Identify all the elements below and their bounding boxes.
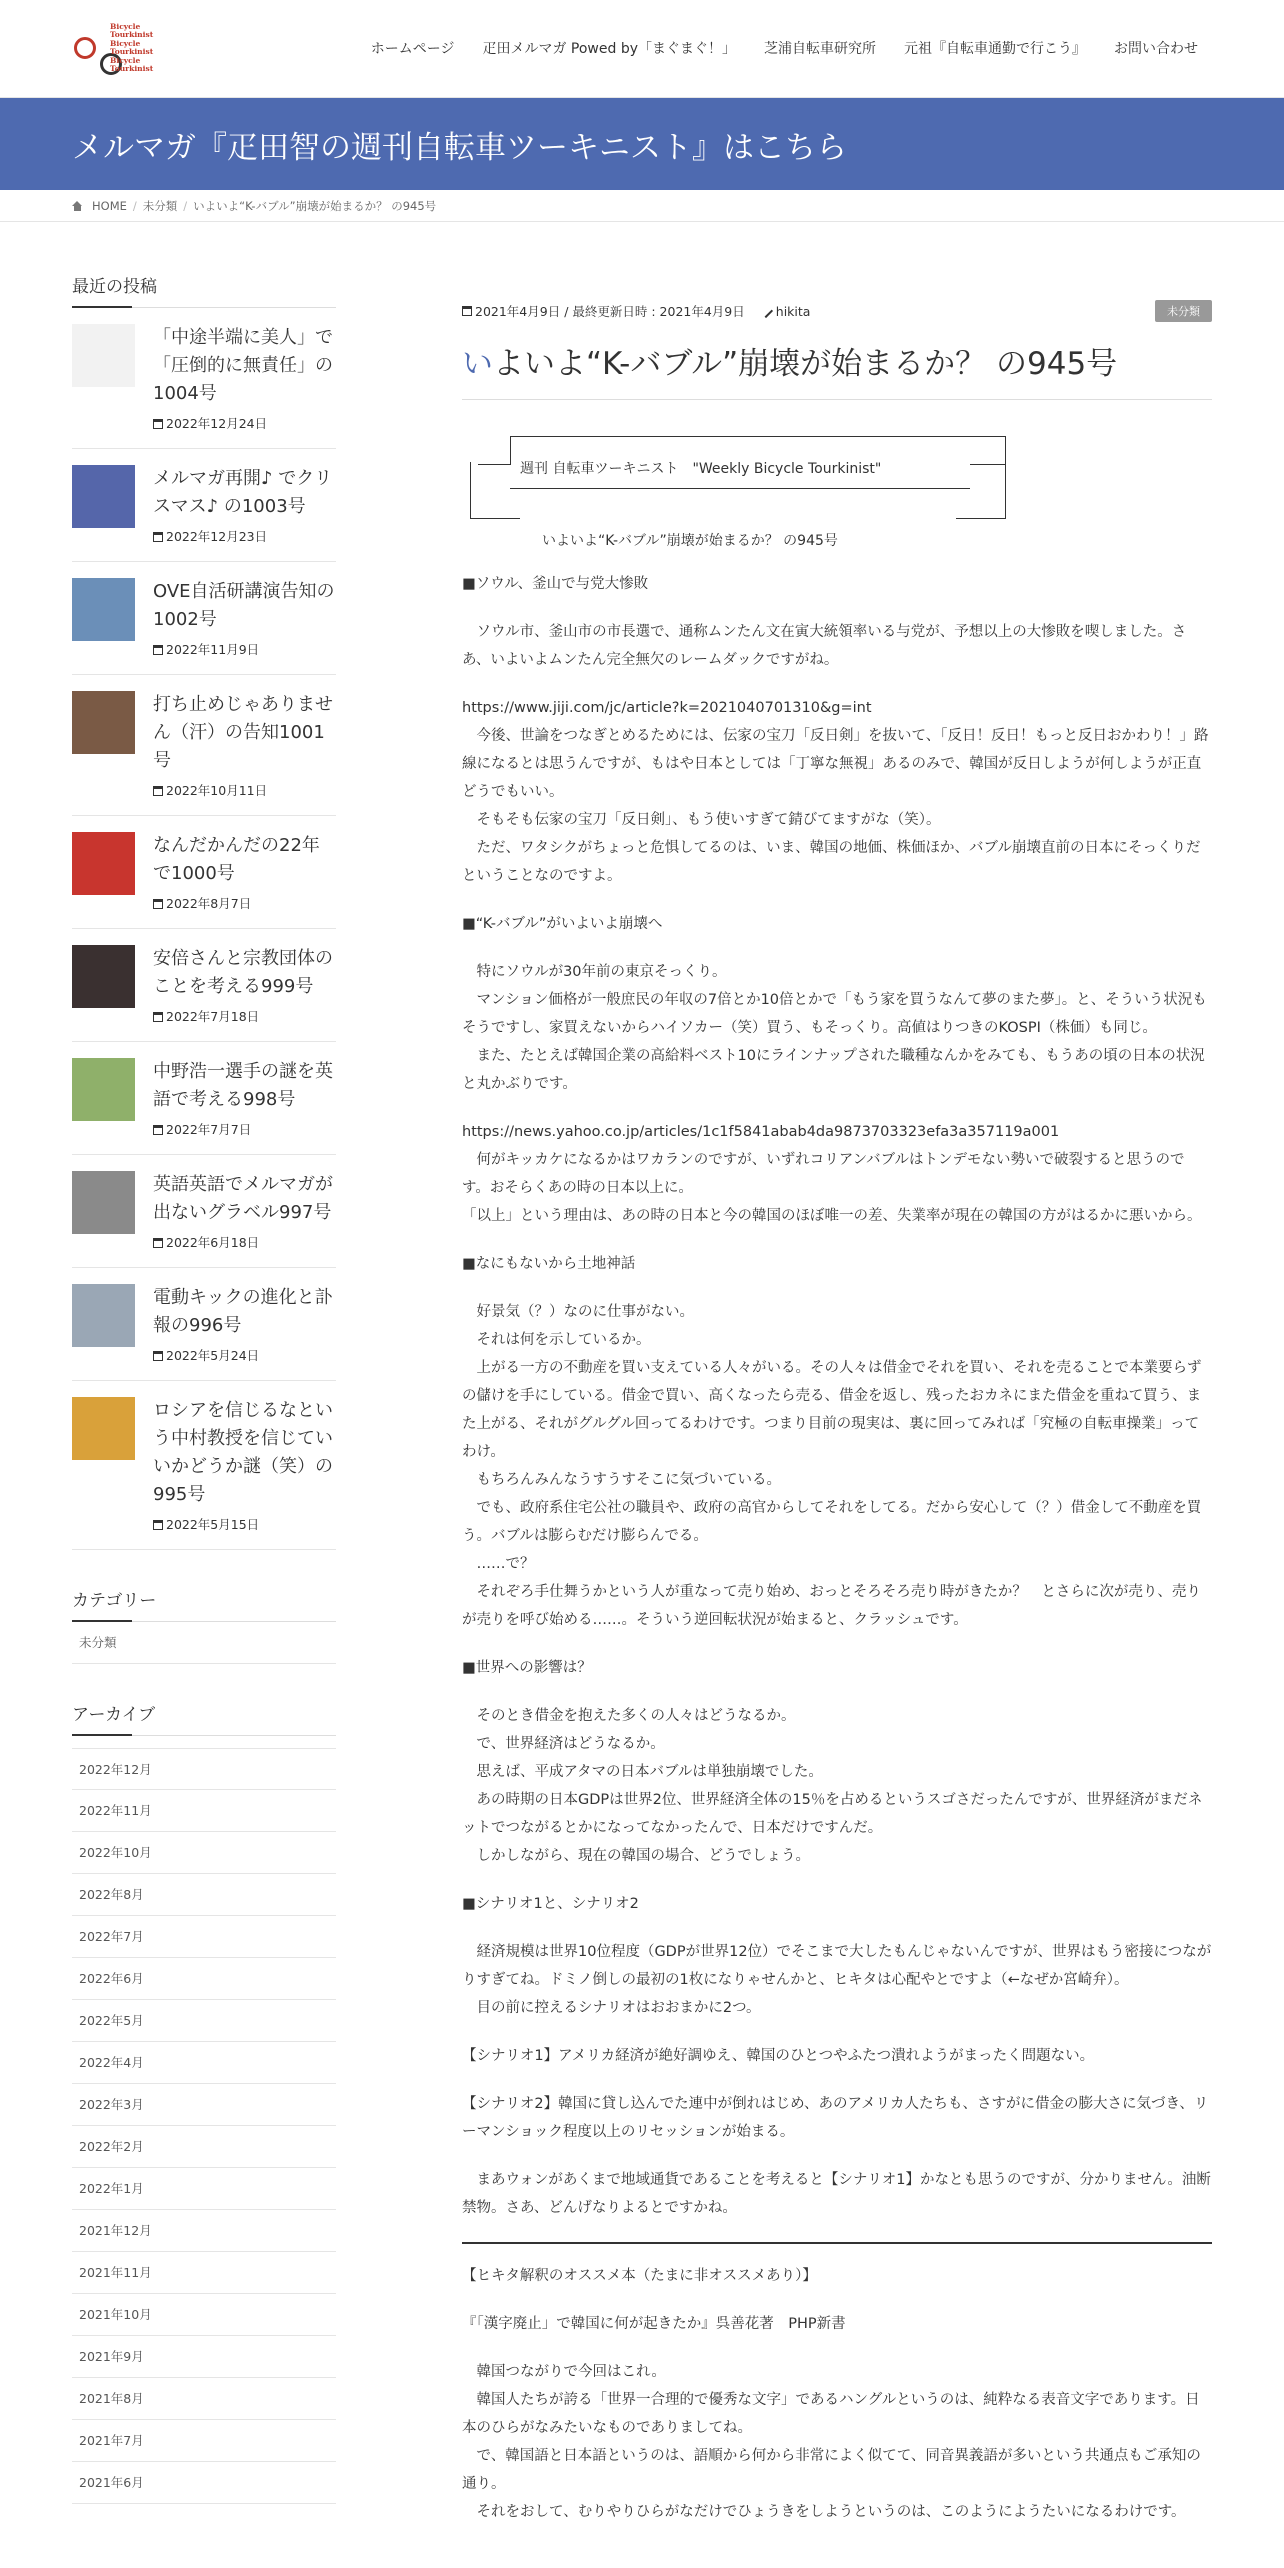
recent-post-date: [153, 1120, 336, 1138]
article-paragraph: 経済規模は世界10位程度（GDPが世界12位）でそこまで大したもんじゃないんですが、世界はもう密接につながりすぎてね。ドミノ倒しの最初の1枚になりゃせんかと、ヒキタは心配やとですよ（←なぜか宮崎弁）。 目の前に控えるシナリオはおおまかに2つ。: [462, 1944, 1212, 2016]
archive-item[interactable]: 2022年2月: [72, 2126, 336, 2168]
article-meta: [462, 302, 1212, 320]
post-thumbnail[interactable]: [72, 1171, 135, 1234]
calendar-icon: [153, 419, 163, 429]
nav-contact[interactable]: お問い合わせ: [1114, 40, 1198, 57]
post-thumbnail[interactable]: [72, 832, 135, 895]
breadcrumb-separator: /: [132, 198, 137, 213]
recent-post-date: [153, 414, 336, 432]
archive-item[interactable]: 2022年4月: [72, 2042, 336, 2084]
recent-post-title[interactable]: メルマガ再開♪ でクリスマス♪ の1003号: [153, 468, 333, 517]
archive-item[interactable]: 2021年6月: [72, 2462, 336, 2504]
section-divider: [462, 2242, 1212, 2244]
breadcrumb-separator: /: [183, 198, 188, 213]
recent-post-item[interactable]: [72, 816, 336, 929]
article-date: 2021年4月9日 / 最終更新日時 : 2021年4月9日: [475, 304, 745, 319]
recent-posts-title: 最近の投稿: [72, 272, 336, 308]
archive-item[interactable]: 2021年9月: [72, 2336, 336, 2378]
post-thumbnail[interactable]: [72, 691, 135, 754]
recent-post-title[interactable]: OVE自活研講演告知の1002号: [153, 581, 335, 630]
recent-post-title[interactable]: 中野浩一選手の謎を英語で考える998号: [153, 1061, 333, 1110]
archive-item[interactable]: 2022年10月: [72, 1832, 336, 1874]
recent-post-date: [153, 1515, 336, 1533]
recent-post-item[interactable]: [72, 449, 336, 562]
recent-post-date: [153, 1346, 336, 1364]
recent-post-date: [153, 1233, 336, 1251]
archive-item[interactable]: 2022年7月: [72, 1916, 336, 1958]
article-paragraph: ■世界への影響は？: [462, 1660, 592, 1676]
calendar-icon: [153, 1012, 163, 1022]
newsletter-subtitle: いよいよ“K-バブル”崩壊が始まるか？ の945号: [542, 533, 838, 549]
site-header: [0, 0, 1284, 98]
recent-post-item[interactable]: [72, 929, 336, 1042]
recent-post-date: [153, 527, 336, 545]
nav-home[interactable]: ホームページ: [370, 40, 455, 57]
page-title-band: [0, 98, 1284, 190]
article-paragraph: 【シナリオ2】韓国に貸し込んでた連中が倒れはじめ、あのアメリカ人たちも、さすがに借金の膨大さに気づき、リーマンショック程度以上のリセッションが始まる。: [462, 2096, 1209, 2140]
recent-post-title[interactable]: 電動キックの進化と訃報の996号: [153, 1287, 333, 1336]
article-title-text: よいよ“K-バブル”崩壊が始まるか？ の945号: [493, 346, 1118, 382]
article-paragraph: https://news.yahoo.co.jp/articles/1c1f5841abab4da9873703323efa3a357119a001 何がキッカケになるかはワカランのですが、いずれコリアンバブルはトンデモない勢いで破裂すると思うのです。おそらくあの時の日本以上に。 「以上」という理由は、あの時の日本と今の韓国のほぼ唯一の差、失業率が現在の韓国の方がはるかに悪いから。: [462, 1124, 1202, 1224]
recent-post-date-text: 2022年6月18日: [166, 1235, 260, 1250]
nav-shibaura-lab[interactable]: 芝浦自転車研究所: [764, 40, 876, 57]
recent-post-date: [153, 640, 336, 658]
calendar-icon: [153, 1351, 163, 1361]
calendar-icon: [153, 645, 163, 655]
home-icon: [72, 201, 83, 210]
category-badge[interactable]: 未分類: [1155, 300, 1212, 322]
recent-post-date-text: 2022年5月15日: [166, 1517, 260, 1532]
breadcrumb-category[interactable]: 未分類: [142, 198, 178, 213]
post-thumbnail[interactable]: [72, 945, 135, 1008]
article-paragraph: ■シナリオ1と、シナリオ2: [462, 1896, 639, 1912]
calendar-icon: [153, 1520, 163, 1530]
global-nav: [357, 0, 1212, 98]
post-thumbnail[interactable]: [72, 1397, 135, 1460]
archive-item[interactable]: 2022年6月: [72, 1958, 336, 2000]
recent-post-title[interactable]: 安倍さんと宗教団体のことを考える999号: [153, 948, 333, 997]
recent-post-item[interactable]: [72, 1042, 336, 1155]
recommend-paragraph: 『「漢字廃止」で韓国に何が起きたか』呉善花著 PHP新書: [462, 2316, 846, 2332]
recent-post-date-text: 2022年5月24日: [166, 1348, 260, 1363]
archive-item[interactable]: 2022年1月: [72, 2168, 336, 2210]
calendar-icon: [153, 532, 163, 542]
recent-post-date: [153, 1007, 336, 1025]
recent-post-title[interactable]: 「中途半端に美人」で「圧倒的に無責任」の1004号: [153, 327, 333, 404]
calendar-icon: [153, 786, 163, 796]
article-paragraph: 【シナリオ1】アメリカ経済が絶好調ゆえ、韓国のひとつやふたつ潰れようがまったく問題ない。: [462, 2048, 1095, 2064]
article-title-initial: い: [462, 346, 493, 382]
article-body: [462, 570, 1212, 2526]
recommend-paragraph: 韓国つながりで今回はこれ。 韓国人たちが誇る「世界一合理的で優秀な文字」であるハングルというのは、純粋なる表音文字であります。日本のひらがなみたいなものでありましてね。 で、韓国語と日本語というのは、語順から何から非常によく似てて、同音異義語が多いという共通点もご承知の通り。 それをおして、むりやりひらがなだけでひょうきをしようというのは、このようにようたいになるわけです。: [462, 2364, 1201, 2520]
recent-post-item[interactable]: [72, 1381, 336, 1550]
post-thumbnail[interactable]: [72, 1284, 135, 1347]
article-paragraph: ■“K-バブル”がいよいよ崩壊へ: [462, 916, 663, 932]
category-title: カテゴリー: [72, 1586, 336, 1622]
archive-item[interactable]: 2021年7月: [72, 2420, 336, 2462]
article-paragraph: ソウル市、釜山市の市長選で、通称ムンたん文在寅大統領率いる与党が、予想以上の大惨敗を喫しました。さあ、いよいよムンたん完全無欠のレームダックですがね。: [462, 624, 1187, 668]
recent-post-date-text: 2022年7月18日: [166, 1009, 260, 1024]
calendar-icon: [153, 899, 163, 909]
recent-post-date-text: 2022年7月7日: [166, 1122, 252, 1137]
sidebar: [72, 272, 336, 2546]
article-author[interactable]: hikita: [775, 303, 811, 319]
category-item[interactable]: 未分類: [72, 1622, 336, 1664]
archive-item[interactable]: 2021年10月: [72, 2294, 336, 2336]
recent-post-date-text: 2022年10月11日: [166, 783, 268, 798]
article-paragraph: そのとき借金を抱えた多くの人々はどうなるか。 で、世界経済はどうなるか。 思えば、平成アタマの日本バブルは単独崩壊でした。 あの時期の日本GDPは世界2位、世界経済全体の15％を占めるというスゴさだったんですが、世界経済がまだネットでつながるとかになってなかったんで、日本だけですんだ。 しかしながら、現在の韓国の場合、どうでしょう。: [462, 1708, 1203, 1864]
post-thumbnail[interactable]: [72, 324, 135, 387]
breadcrumb-current: いよいよ“K-バブル”崩壊が始まるか？ の945号: [193, 198, 437, 213]
breadcrumb: [0, 190, 1284, 222]
calendar-icon: [462, 306, 472, 316]
recent-post-title[interactable]: 打ち止めじゃありません（汗）の告知1001号: [153, 694, 333, 771]
logo-wheel-icon: [74, 37, 96, 59]
nav-mailmag[interactable]: 疋田メルマガ Powed by「まぐまぐ！」: [482, 40, 736, 57]
post-thumbnail[interactable]: [72, 1058, 135, 1121]
recent-post-item[interactable]: [72, 675, 336, 816]
archive-item[interactable]: 2022年12月: [72, 1748, 336, 1790]
newsletter-banner: [470, 436, 1006, 524]
archive-item[interactable]: 2021年12月: [72, 2210, 336, 2252]
archive-item[interactable]: 2022年3月: [72, 2084, 336, 2126]
recent-post-date-text: 2022年12月24日: [166, 416, 268, 431]
recent-post-title[interactable]: 英語英語でメルマガが出ないグラベル997号: [153, 1174, 333, 1223]
page-title[interactable]: メルマガ『疋田智の週刊自転車ツーキニスト』はこちら: [72, 129, 847, 166]
recent-post-item[interactable]: [72, 308, 336, 449]
article-paragraph: 好景気（？）なのに仕事がない。 それは何を示しているか。 上がる一方の不動産を買い支えている人々がいる。その人々は借金でそれを買い、それを売ることで本業要らずの儲けを手にしている。借金で買い、高くなったら売る、借金を返し、残ったおカネにまた借金を重ねて買う、また上がる、それがグルグル回ってるわけです。つまり目前の現実は、裏に回ってみれば「究極の自転車操業」ってわけ。 もちろんみんなうすうすそこに気づいている。 でも、政府系住宅公社の職員や、政府の高官からしてそれをしてる。だから安心して（？）借金して不動産を買う。バブルは膨らむだけ膨らんでる。 ……で？ それぞろ手仕舞うかという人が重なって売り始め、おっとそろそろ売り時がきたか？ とさらに次が売り、売りが売りを呼び始める……。そういう逆回転状況が始まると、クラッシュです。: [462, 1304, 1202, 1628]
post-thumbnail[interactable]: [72, 465, 135, 528]
recent-post-date: [153, 894, 336, 912]
archive-item[interactable]: 2021年8月: [72, 2378, 336, 2420]
calendar-icon: [153, 1238, 163, 1248]
archive-item[interactable]: 2022年11月: [72, 1790, 336, 1832]
category-list: [72, 1622, 336, 1664]
site-logo[interactable]: [72, 19, 154, 79]
article-paragraph: まあウォンがあくまで地域通貨であることを考えると【シナリオ1】かなとも思うのですが、分かりません。油断禁物。さあ、どんげなりよるとですかね。: [462, 2172, 1211, 2216]
recommend-paragraph: 【ヒキタ解釈のオススメ本（たまに非オススメあり）】: [462, 2268, 817, 2284]
archive-list: [72, 1748, 336, 2504]
archive-item[interactable]: 2022年5月: [72, 2000, 336, 2042]
article-paragraph: https://www.jiji.com/jc/article?k=2021040701310&g=int 今後、世論をつなぎとめるためには、伝家の宝刀「反日剣」を抜いて、「反日！反日！もっと反日おかわり！」路線になるとは思うんですが、もはや日本としては「丁寧な無視」あるのみで、韓国が反日しようが何しようが正直どうでもいい。 そもそも伝家の宝刀「反日剣」、もう使いすぎて錆びてますがな（笑）。 ただ、ワタシクがちょっと危惧してるのは、いま、韓国の地価、株価ほか、バブル崩壊直前の日本にそっくりだということなのですよ。: [462, 700, 1209, 884]
recent-post-date-text: 2022年11月9日: [166, 642, 260, 657]
recent-post-date: [153, 781, 336, 799]
recent-post-title[interactable]: ロシアを信じるなという中村教授を信じていいかどうか謎（笑）の995号: [153, 1400, 333, 1505]
recent-post-date-text: 2022年8月7日: [166, 896, 252, 911]
recent-post-date-text: 2022年12月23日: [166, 529, 268, 544]
article: [462, 272, 1212, 2546]
recent-post-title[interactable]: なんだかんだの22年で1000号: [153, 835, 320, 884]
archive-item[interactable]: 2021年11月: [72, 2252, 336, 2294]
recent-post-item[interactable]: [72, 1268, 336, 1381]
newsletter-banner-text: 週刊 自転車ツーキニスト "Weekly Bicycle Tourkinist": [520, 461, 882, 477]
archive-item[interactable]: 2022年8月: [72, 1874, 336, 1916]
breadcrumb-home[interactable]: HOME: [92, 198, 127, 213]
article-paragraph: 特にソウルが30年前の東京そっくり。 マンション価格が一般庶民の年収の7倍とか10倍とかで「もう家を買うなんて夢のまた夢」。と、そういう状況もそうですし、家買えないからハイソカー（笑）買う、もそっくり。高値はりつきのKOSPI（株価）も同じ。 また、たとえば韓国企業の高給料ベスト10にラインナップされた職種なんかをみても、もうあの頃の日本の状況と丸かぶりです。: [462, 964, 1207, 1092]
recent-post-item[interactable]: [72, 562, 336, 675]
article-title: [462, 338, 1212, 400]
logo-text: Bicycle Tourkinist Bicycle Tourkinist Bicycle Tourkinist: [110, 21, 154, 73]
calendar-icon: [153, 1125, 163, 1135]
recent-post-item[interactable]: [72, 1155, 336, 1268]
pencil-icon: [759, 304, 773, 318]
post-thumbnail[interactable]: [72, 578, 135, 641]
article-paragraph: ■ソウル、釜山で与党大惨敗: [462, 576, 649, 592]
nav-bike-commute[interactable]: 元祖『自転車通勤で行こう』: [904, 40, 1086, 57]
article-paragraph: ■なにもないから土地神話: [462, 1256, 636, 1272]
archive-title: アーカイブ: [72, 1700, 336, 1736]
recent-posts-list: [72, 308, 336, 1550]
